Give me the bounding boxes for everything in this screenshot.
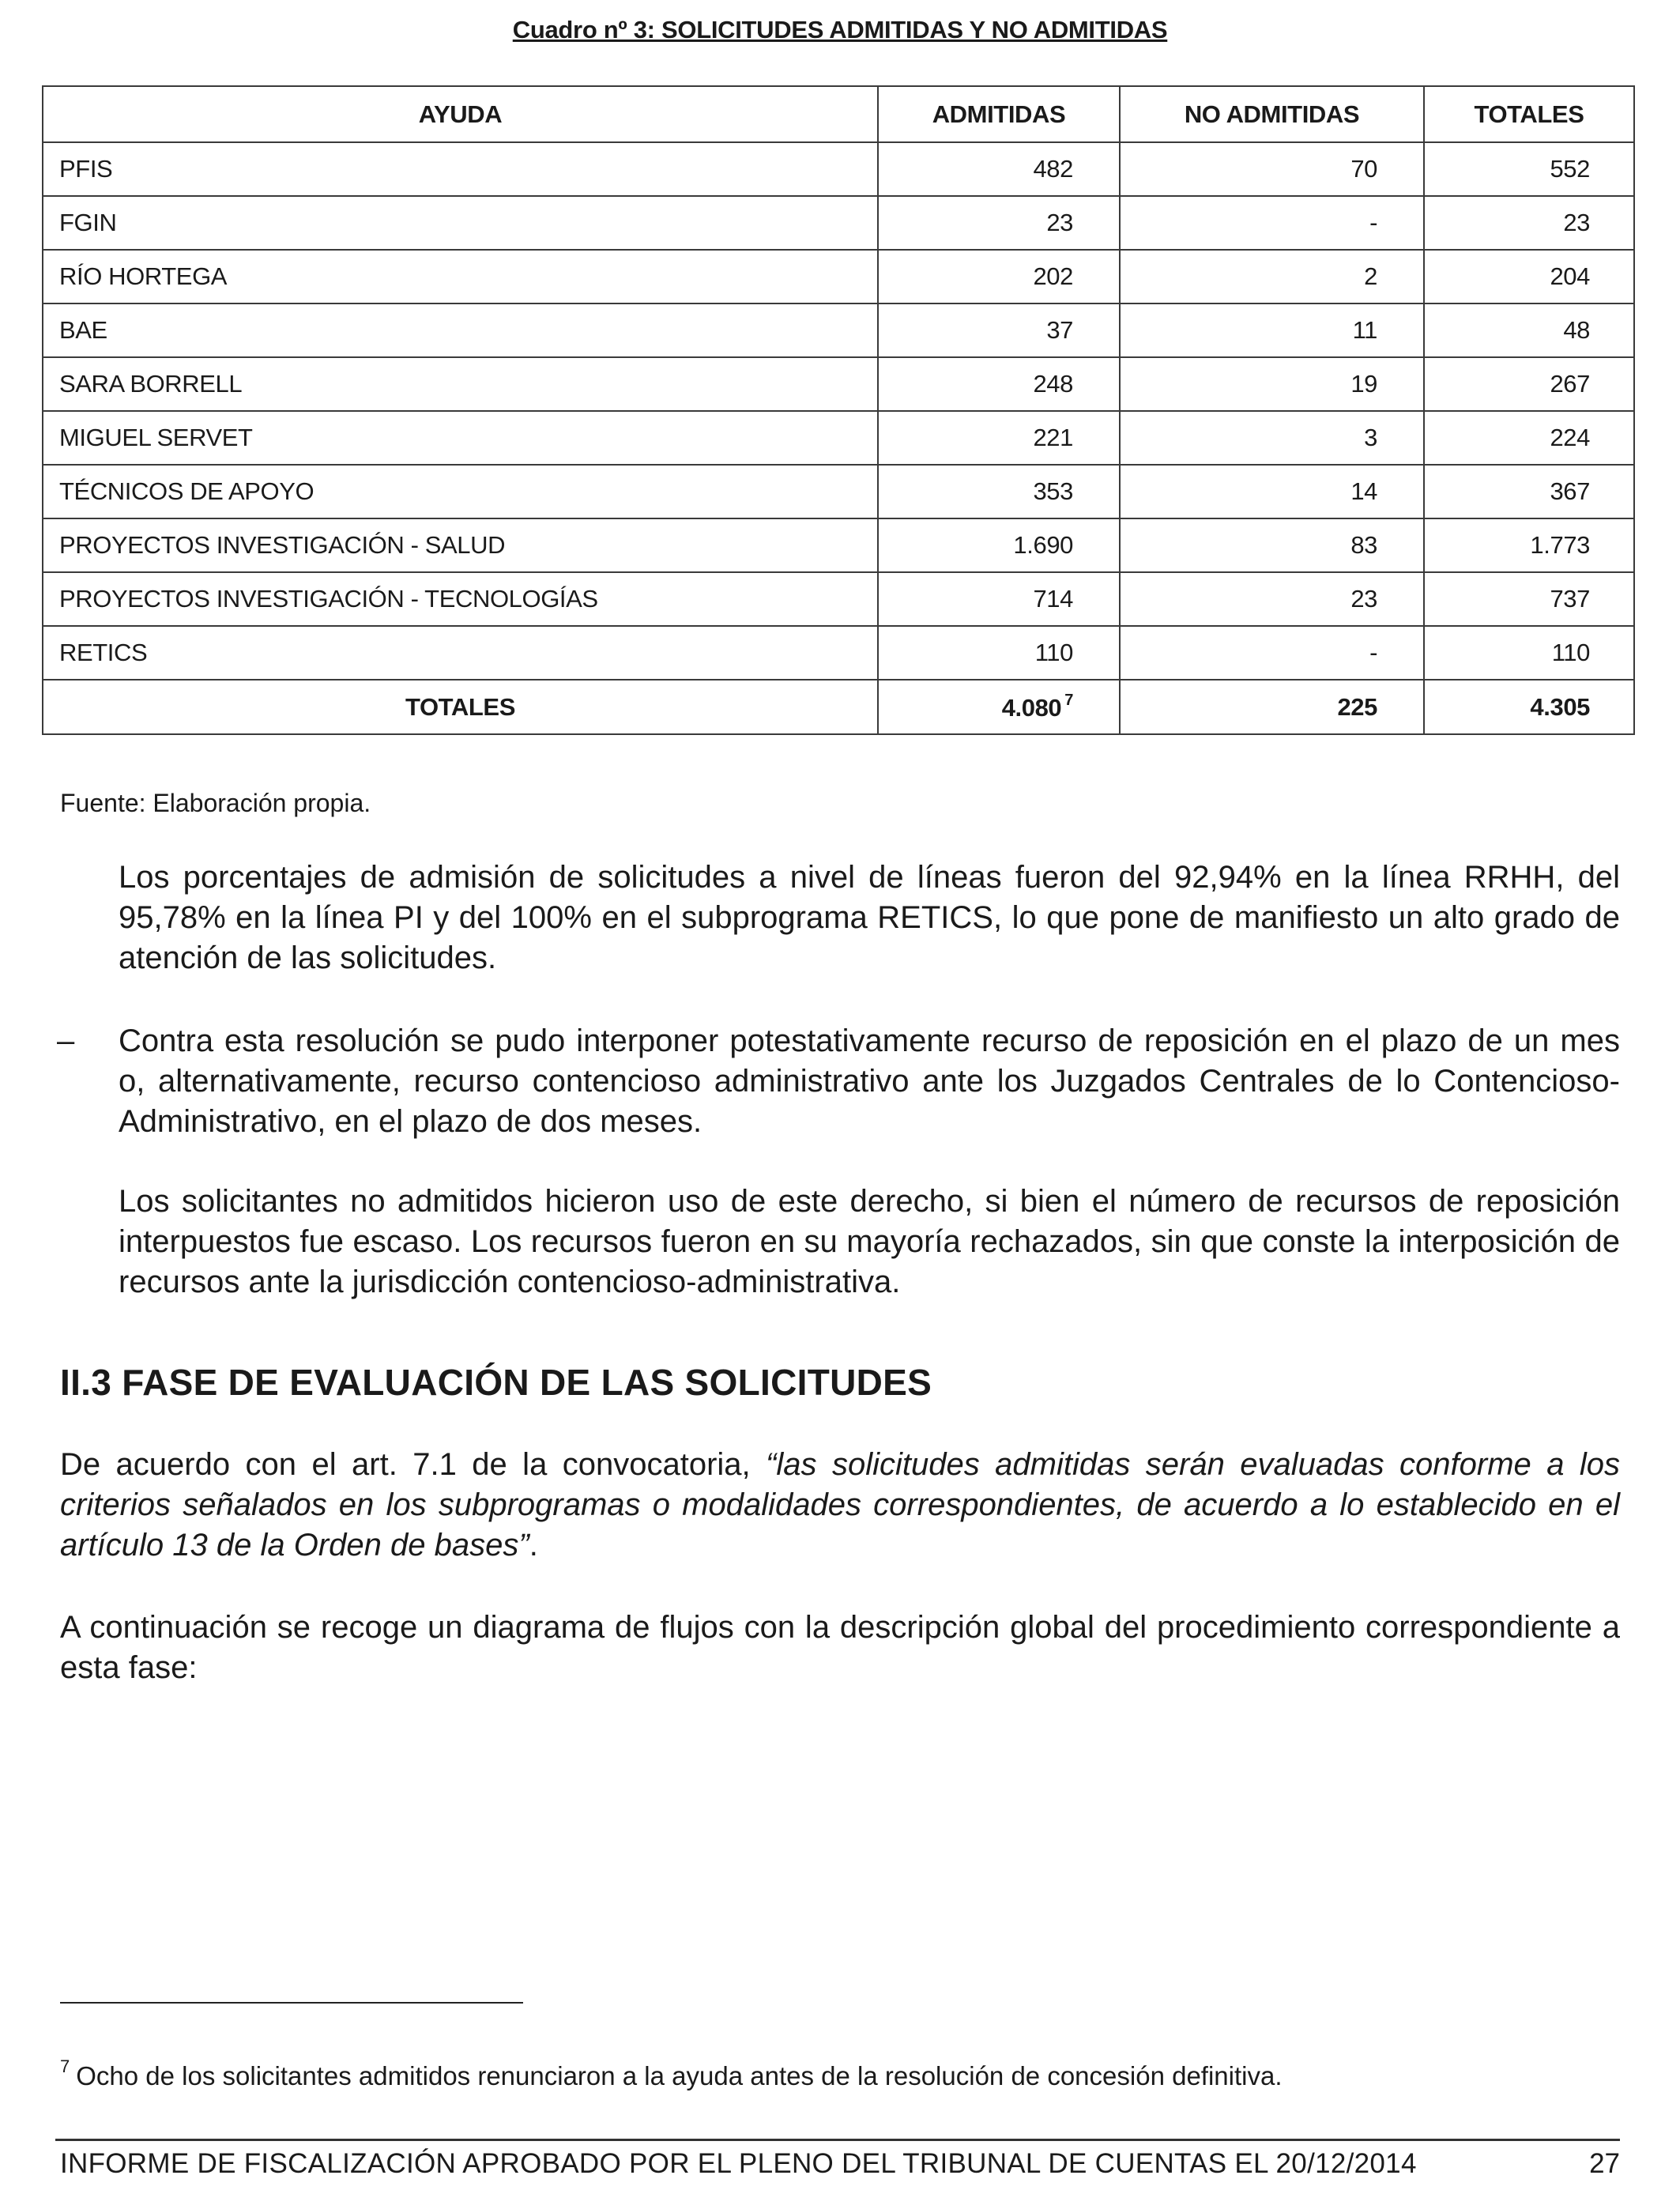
paragraph-appeal: Contra esta resolución se pudo interponer potestativamente recurso de reposición en el plazo de un mes o, alternativamente, recurso contencioso administrativo ante los Juzgados Centrales de lo Contencioso-Administrativo, en el plazo de dos meses. bbox=[119, 1023, 1620, 1139]
cell-totales: 367 bbox=[1424, 465, 1634, 518]
cell-totales: 1.773 bbox=[1424, 518, 1634, 572]
cell-no-admitidas: 3 bbox=[1120, 411, 1424, 465]
paragraph-admission-rates: Los porcentajes de admisión de solicitudes a nivel de líneas fueron del 92,94% en la línea RRHH, del 95,78% en la línea PI y del 100% en el subprograma RETICS, lo que pone de manifiesto un alto grado de atención de las solicitudes. bbox=[119, 860, 1620, 975]
header-totales: TOTALES bbox=[1424, 86, 1634, 142]
cell-ayuda: SARA BORRELL bbox=[43, 357, 878, 411]
paragraph-evaluation-lead: De acuerdo con el art. 7.1 de la convocatoria, bbox=[60, 1447, 767, 1482]
table-row bbox=[43, 357, 1634, 411]
cell-ayuda: TÉCNICOS DE APOYO bbox=[43, 465, 878, 518]
cell-no-admitidas: 14 bbox=[1120, 465, 1424, 518]
cell-admitidas: 221 bbox=[878, 411, 1120, 465]
table-source: Fuente: Elaboración propia. bbox=[60, 789, 371, 817]
footer-divider bbox=[55, 2139, 1620, 2141]
total-label: TOTALES bbox=[43, 680, 878, 734]
cell-totales: 110 bbox=[1424, 626, 1634, 680]
cell-admitidas: 110 bbox=[878, 626, 1120, 680]
footnote-divider bbox=[60, 2002, 523, 2004]
cell-totales: 552 bbox=[1424, 142, 1634, 196]
table-header-row bbox=[43, 86, 1634, 142]
table-row bbox=[43, 518, 1634, 572]
cell-ayuda: PROYECTOS INVESTIGACIÓN - SALUD bbox=[43, 518, 878, 572]
footnote-ref[interactable]: 7 bbox=[1064, 692, 1073, 709]
total-no-admitidas: 225 bbox=[1120, 680, 1424, 734]
cell-admitidas: 482 bbox=[878, 142, 1120, 196]
section-heading: II.3 FASE DE EVALUACIÓN DE LAS SOLICITUDES bbox=[60, 1362, 932, 1403]
total-totales: 4.305 bbox=[1424, 680, 1634, 734]
cell-ayuda: RÍO HORTEGA bbox=[43, 250, 878, 303]
header-admitidas: ADMITIDAS bbox=[878, 86, 1120, 142]
cell-no-admitidas: 23 bbox=[1120, 572, 1424, 626]
table-row bbox=[43, 303, 1634, 357]
table-total-row bbox=[43, 680, 1634, 734]
cell-admitidas: 202 bbox=[878, 250, 1120, 303]
cell-ayuda: PFIS bbox=[43, 142, 878, 196]
cell-no-admitidas: - bbox=[1120, 196, 1424, 250]
paragraph-evaluation-quote: “las solicitudes admitidas serán evaluadas conforme a los criterios señalados en los subprogramas o modalidades correspondientes, de acuerdo a lo establecido en el artículo 13 de la Orden de bases” bbox=[60, 1447, 1620, 1563]
cell-admitidas: 37 bbox=[878, 303, 1120, 357]
table-caption: Cuadro nº 3: SOLICITUDES ADMITIDAS Y NO ADMITIDAS bbox=[512, 16, 1168, 43]
header-ayuda: AYUDA bbox=[43, 86, 878, 142]
footer-report-title: INFORME DE FISCALIZACIÓN APROBADO POR EL PLENO DEL TRIBUNAL DE CUENTAS EL 20/12/2014 bbox=[60, 2148, 1417, 2179]
cell-no-admitidas: 2 bbox=[1120, 250, 1424, 303]
cell-ayuda: RETICS bbox=[43, 626, 878, 680]
page-number: 27 bbox=[1589, 2148, 1620, 2179]
paragraph-appeals-outcome: Los solicitantes no admitidos hicieron uso de este derecho, si bien el número de recursos de reposición interpuestos fue escaso. Los recursos fueron en su mayoría rechazados, sin que conste la interposición de recursos ante la jurisdicción contencioso-administrativa. bbox=[119, 1184, 1620, 1299]
cell-ayuda: BAE bbox=[43, 303, 878, 357]
cell-totales: 737 bbox=[1424, 572, 1634, 626]
cell-no-admitidas: 70 bbox=[1120, 142, 1424, 196]
footnote-text: Ocho de los solicitantes admitidos renunciaron a la ayuda antes de la resolución de concesión definitiva. bbox=[76, 2061, 1283, 2090]
cell-totales: 224 bbox=[1424, 411, 1634, 465]
table-row bbox=[43, 626, 1634, 680]
table-row bbox=[43, 196, 1634, 250]
cell-no-admitidas: - bbox=[1120, 626, 1424, 680]
footnote-number: 7 bbox=[60, 2056, 70, 2076]
paragraph-evaluation-end: . bbox=[529, 1528, 538, 1563]
cell-ayuda: FGIN bbox=[43, 196, 878, 250]
table-row bbox=[43, 465, 1634, 518]
cell-no-admitidas: 19 bbox=[1120, 357, 1424, 411]
total-admitidas-value: 4.080 bbox=[1001, 694, 1062, 722]
table-row bbox=[43, 142, 1634, 196]
table-row bbox=[43, 572, 1634, 626]
cell-totales: 23 bbox=[1424, 196, 1634, 250]
paragraph-evaluation bbox=[60, 1445, 1620, 1566]
cell-totales: 48 bbox=[1424, 303, 1634, 357]
cell-totales: 267 bbox=[1424, 357, 1634, 411]
cell-admitidas: 714 bbox=[878, 572, 1120, 626]
cell-ayuda: MIGUEL SERVET bbox=[43, 411, 878, 465]
header-no-admitidas: NO ADMITIDAS bbox=[1120, 86, 1424, 142]
total-admitidas bbox=[878, 680, 1120, 734]
cell-admitidas: 1.690 bbox=[878, 518, 1120, 572]
paragraph-flow-diagram-intro: A continuación se recoge un diagrama de flujos con la descripción global del procedimiento correspondiente a esta fase: bbox=[60, 1610, 1620, 1685]
cell-admitidas: 353 bbox=[878, 465, 1120, 518]
cell-admitidas: 248 bbox=[878, 357, 1120, 411]
cell-totales: 204 bbox=[1424, 250, 1634, 303]
table-row bbox=[43, 411, 1634, 465]
table-row bbox=[43, 250, 1634, 303]
cell-admitidas: 23 bbox=[878, 196, 1120, 250]
cell-no-admitidas: 11 bbox=[1120, 303, 1424, 357]
cell-no-admitidas: 83 bbox=[1120, 518, 1424, 572]
cell-ayuda: PROYECTOS INVESTIGACIÓN - TECNOLOGÍAS bbox=[43, 572, 878, 626]
solicitudes-table bbox=[42, 85, 1635, 735]
footnote bbox=[60, 2056, 1283, 2091]
bullet-dash: – bbox=[57, 1023, 75, 1058]
